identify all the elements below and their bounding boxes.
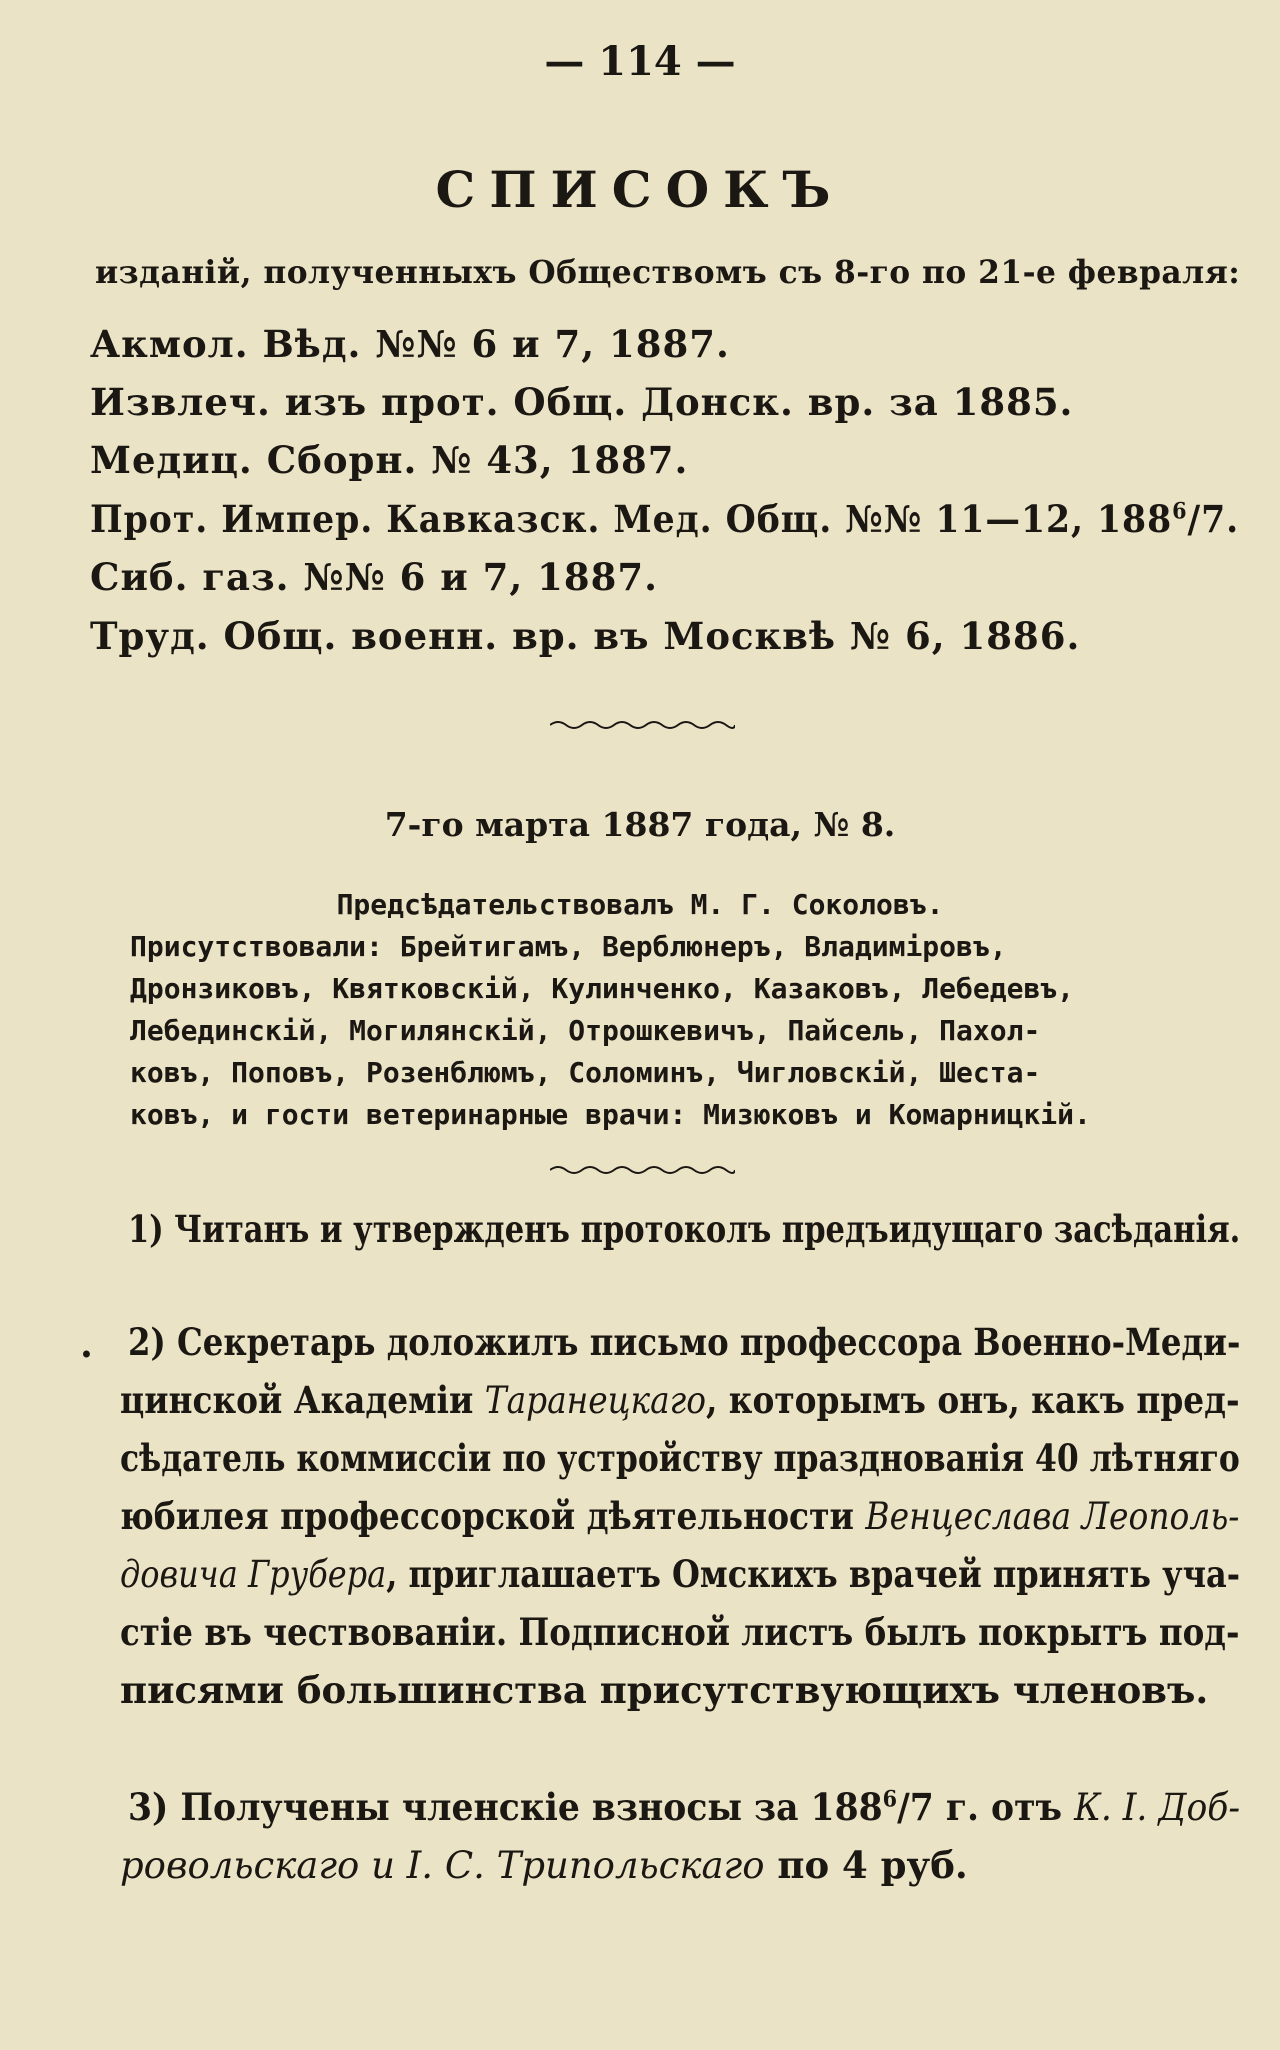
publication-item: Сиб. газ. №№ 6 и 7, 1887. bbox=[90, 555, 658, 599]
attendees-line: ковъ, и гости ветеринарные врачи: Мизюковъ и Комарницкій. bbox=[130, 1098, 1091, 1131]
agenda-item-3-line bbox=[120, 1843, 968, 1887]
text-span: цинской Академіи bbox=[120, 1378, 485, 1422]
meeting-date: 7-го марта 1887 года, № 8. bbox=[384, 805, 896, 844]
agenda-item-2-line bbox=[120, 1552, 1240, 1596]
person-name: Венцеслава Леополь- bbox=[865, 1495, 1240, 1538]
agenda-item-2-line bbox=[120, 1494, 1239, 1538]
attendees-line: ковъ, Поповъ, Розенблюмъ, Соломинъ, Чигловскій, Шеста- bbox=[130, 1056, 1041, 1089]
publication-item: Медиц. Сборн. № 43, 1887. bbox=[90, 438, 689, 482]
year-fraction-sup: 6 bbox=[1172, 498, 1188, 525]
chair-line: Предсѣдательствовалъ М. Г. Соколовъ. bbox=[336, 888, 944, 921]
agenda-item-2-line: сѣдатель коммиссіи по устройству празднованія 40 лѣтняго bbox=[120, 1436, 1240, 1480]
publication-item-text: Прот. Импер. Кавказск. Мед. Общ. №№ 11—12, 188 bbox=[90, 497, 1173, 541]
wavy-divider bbox=[550, 1163, 735, 1177]
person-name: К. I. Доб- bbox=[1074, 1786, 1241, 1829]
text-span: юбилея профессорской дѣятельности bbox=[120, 1494, 866, 1538]
agenda-item-2-line: стіе въ чествованіи. Подписной листъ былъ покрытъ под- bbox=[120, 1610, 1240, 1654]
text-span: 3) Получены членскіе взносы за 188 bbox=[128, 1785, 883, 1829]
stray-dot: . bbox=[80, 1322, 93, 1366]
attendees-line: Дронзиковъ, Квятковскій, Кулинченко, Казаковъ, Лебедевъ, bbox=[130, 972, 1075, 1005]
attendees-line: Присутствовали: Брейтигамъ, Верблюнеръ, Владиміровъ, bbox=[130, 930, 1007, 963]
attendees-line: Лебединскій, Могилянскій, Отрошкевичъ, Пайсель, Пахол- bbox=[130, 1014, 1041, 1047]
year-fraction-tail: /7. bbox=[1187, 497, 1240, 541]
publication-item: Труд. Общ. военн. вр. въ Москвѣ № 6, 1886. bbox=[90, 614, 1081, 658]
year-fraction-sup: 6 bbox=[882, 1786, 898, 1813]
text-span: /7 г. отъ bbox=[897, 1785, 1075, 1829]
publication-item: Акмол. Вѣд. №№ 6 и 7, 1887. bbox=[90, 322, 730, 366]
agenda-item-2-line bbox=[120, 1378, 1240, 1422]
list-title: СПИСОКЪ bbox=[435, 160, 845, 219]
text-span: , приглашаетъ Омскихъ врачей принять уча- bbox=[386, 1552, 1241, 1596]
person-name: ровольскаго и I. С. Трипольскаго bbox=[120, 1844, 765, 1887]
agenda-item-3-line bbox=[128, 1785, 1240, 1829]
agenda-item-2-line: писями большинства присутствующихъ членовъ. bbox=[120, 1668, 1209, 1712]
list-subtitle: изданій, полученныхъ Обществомъ съ 8-го по 21-е февраля: bbox=[95, 253, 1241, 291]
person-name: Таранецкаго bbox=[484, 1379, 706, 1422]
publication-item bbox=[90, 497, 1239, 541]
page-number: — 114 — bbox=[544, 38, 736, 85]
agenda-item-1: 1) Читанъ и утвержденъ протоколъ предъидущаго засѣданія. bbox=[128, 1207, 1241, 1251]
publication-item: Извлеч. изъ прот. Общ. Донск. вр. за 1885. bbox=[90, 380, 1074, 424]
person-name: довича Грубера bbox=[120, 1553, 387, 1596]
text-span: по 4 руб. bbox=[764, 1843, 968, 1887]
agenda-item-2-line: 2) Секретарь доложилъ письмо профессора Военно-Меди- bbox=[128, 1320, 1241, 1364]
wavy-divider bbox=[550, 718, 735, 732]
text-span: , которымъ онъ, какъ пред- bbox=[705, 1378, 1240, 1422]
